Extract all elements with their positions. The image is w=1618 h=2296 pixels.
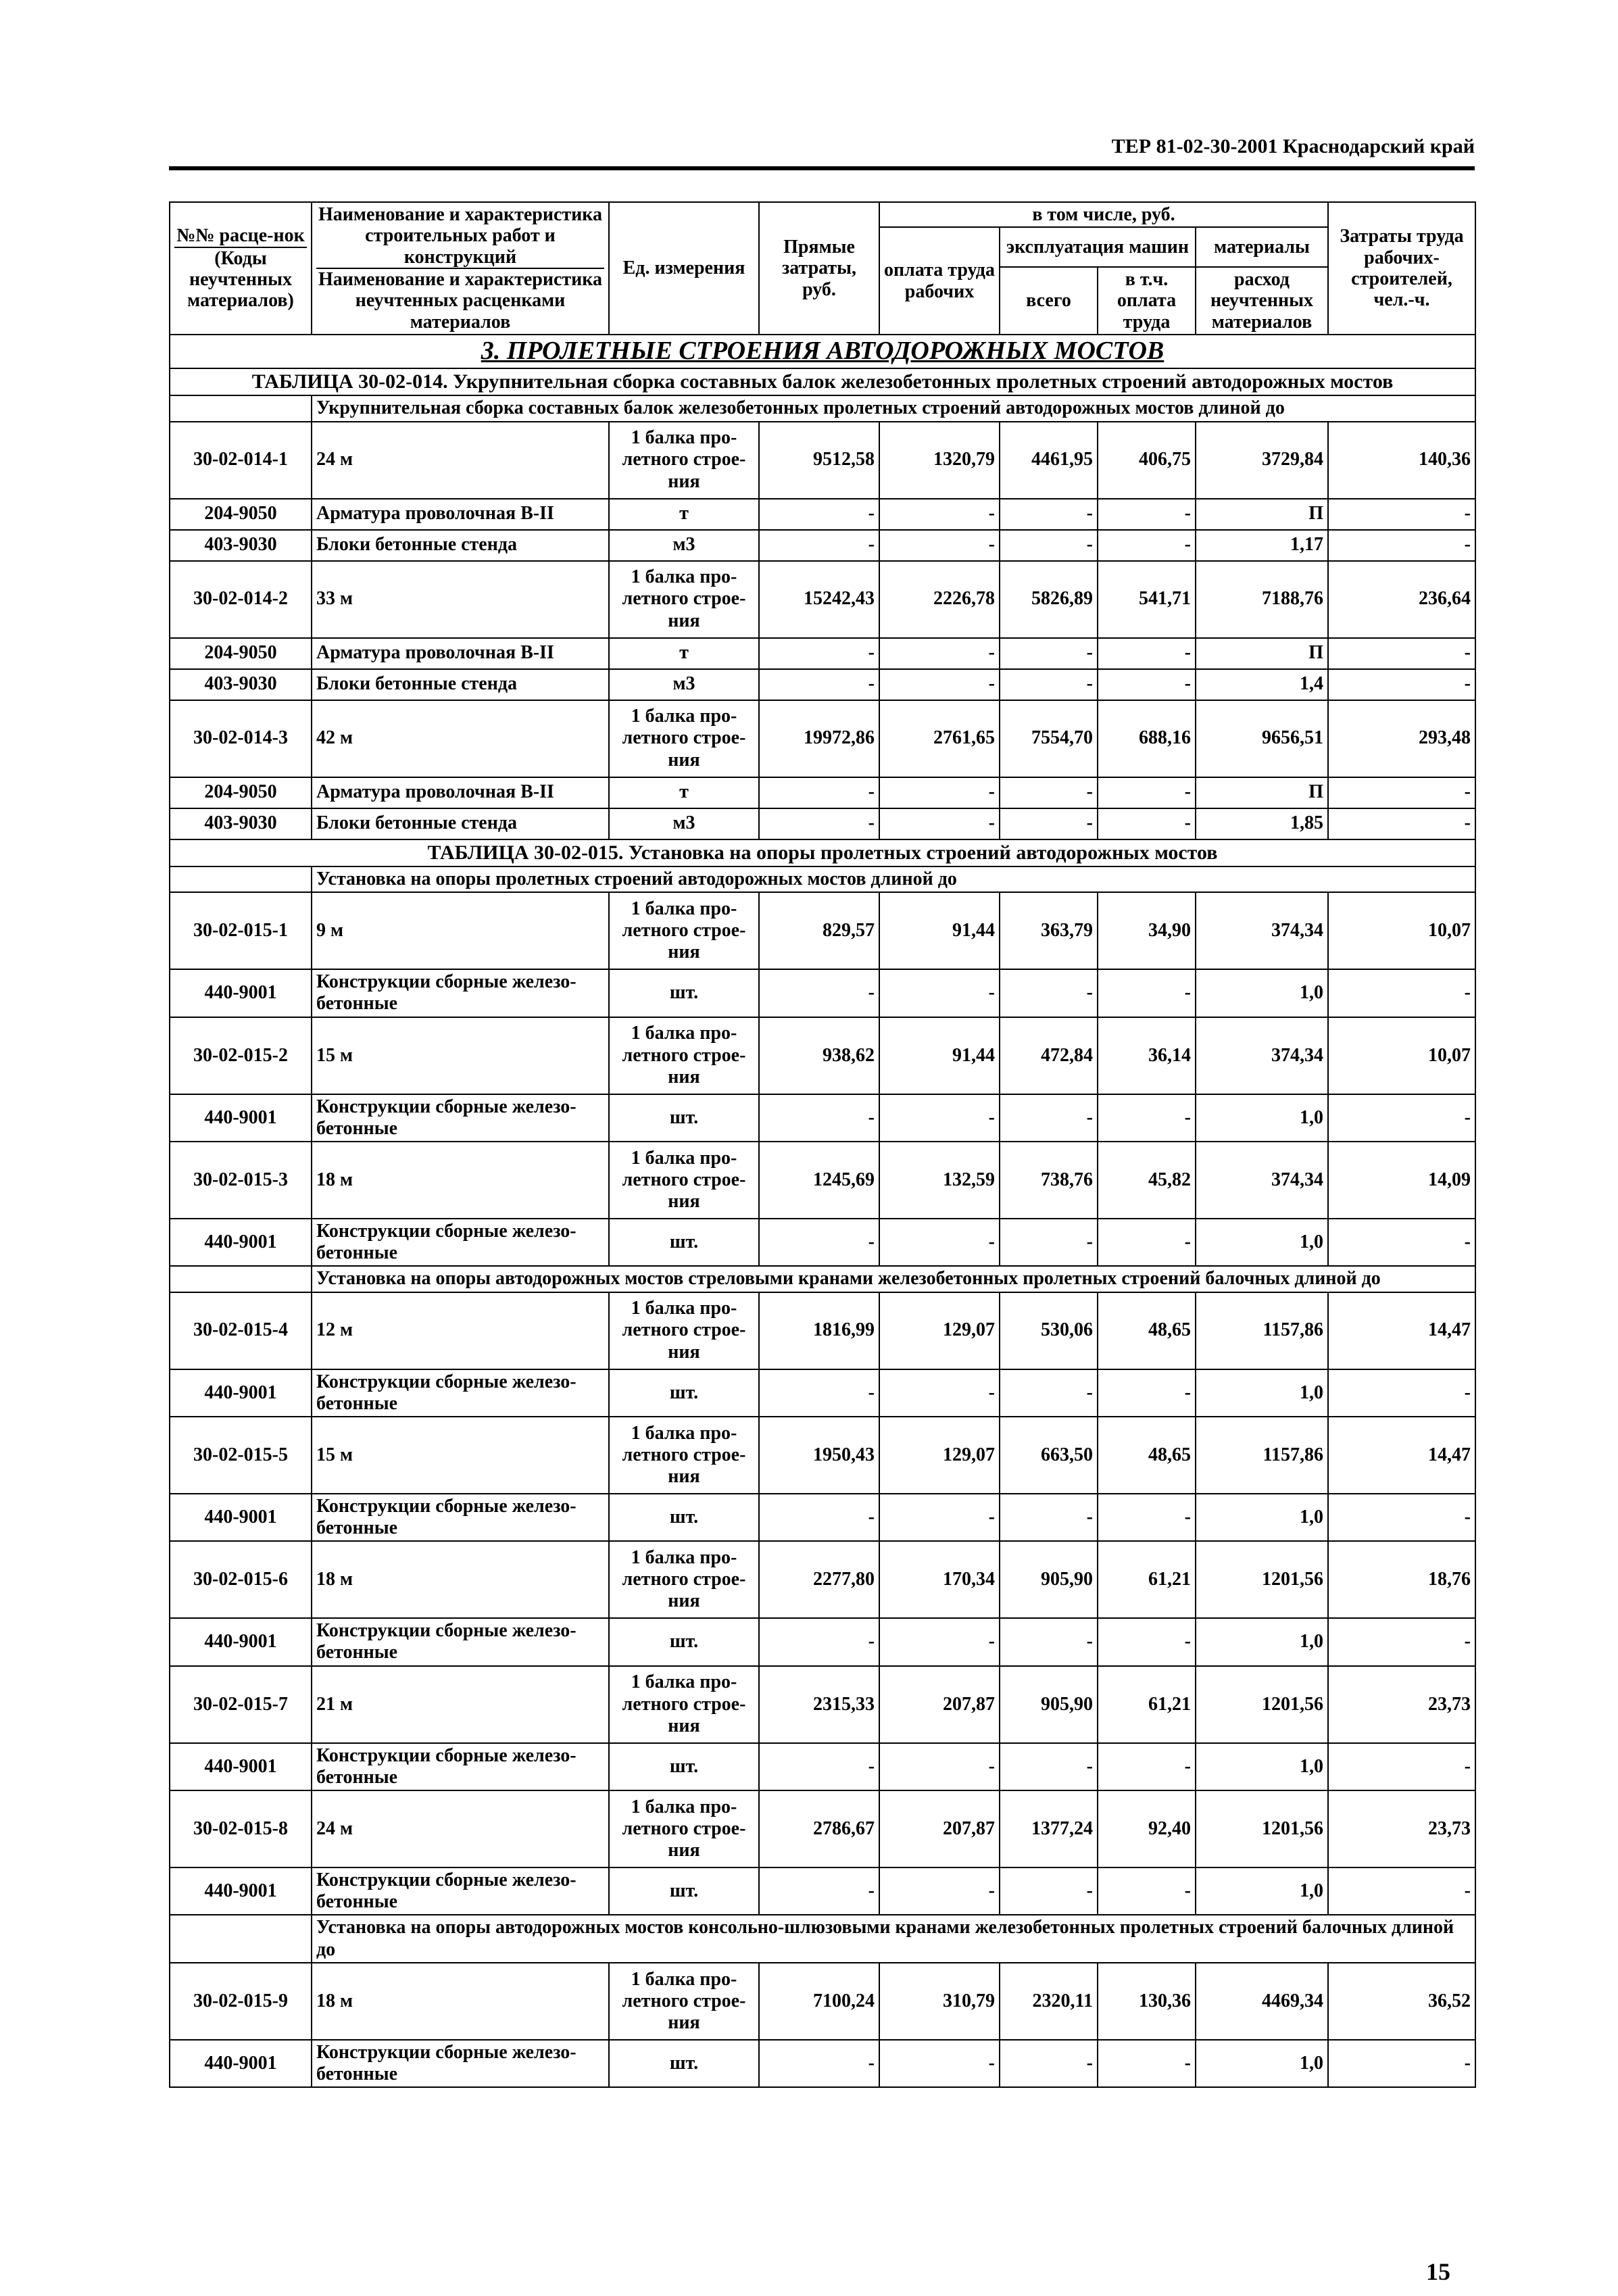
table-row: 204-9050 Арматура проволочная В-II т - - - - П - — [170, 638, 1475, 669]
table-row: 30-02-015-2 15 м 1 балка про-летного строе-ния 938,62 91,44 472,84 36,14 374,34 10,07 — [170, 1017, 1475, 1094]
table-row: 403-9030 Блоки бетонные стенда м3 - - - - 1,4 - — [170, 669, 1475, 700]
table-row: 440-9001 Конструкции сборные железо-бетонные шт. - - - - 1,0 - — [170, 1867, 1475, 1915]
col-machines-total-header: всего — [1000, 267, 1098, 335]
col-unit-header: Ед. измерения — [609, 202, 759, 335]
table-row: 440-9001 Конструкции сборные железо-бетонные шт. - - - - 1,0 - — [170, 969, 1475, 1017]
col-materials-sub-header: расход неучтенных материалов — [1196, 267, 1328, 335]
group-title: Установка на опоры автодорожных мостов стреловыми кранами железобетонных пролетных строений балочных длиной до — [312, 1266, 1475, 1292]
col-materials-header: материалы — [1196, 227, 1328, 267]
table-title: ТАБЛИЦА 30-02-015. Установка на опоры пролетных строений автодорожных мостов — [170, 839, 1475, 867]
table-row: 403-9030 Блоки бетонные стенда м3 - - - - 1,85 - — [170, 808, 1475, 839]
table-row: 30-02-015-7 21 м 1 балка про-летного строе-ния 2315,33 207,87 905,90 61,21 1201,56 23,73 — [170, 1666, 1475, 1743]
col-machines-pay-header: в т.ч. оплата труда — [1098, 267, 1196, 335]
table-row: 440-9001 Конструкции сборные железо-бетонные шт. - - - - 1,0 - — [170, 1219, 1475, 1266]
table-row: 30-02-015-5 15 м 1 балка про-летного строе-ния 1950,43 129,07 663,50 48,65 1157,86 14,47 — [170, 1417, 1475, 1494]
price-table — [169, 201, 1476, 2088]
table-row: 30-02-015-4 12 м 1 балка про-летного строе-ния 1816,99 129,07 530,06 48,65 1157,86 14,47 — [170, 1292, 1475, 1369]
table-row: 30-02-015-3 18 м 1 балка про-летного строе-ния 1245,69 132,59 738,76 45,82 374,34 14,09 — [170, 1142, 1475, 1219]
table-row: 30-02-015-9 18 м 1 балка про-летного строе-ния 7100,24 310,79 2320,11 130,36 4469,34 36,52 — [170, 1963, 1475, 2040]
table-row: 204-9050 Арматура проволочная В-II т - - - - П - — [170, 499, 1475, 530]
col-code-header: №№ расце-нок (Коды неучтенных материалов) — [170, 202, 312, 335]
col-labor-header: Затраты труда рабочих-строителей, чел.-ч. — [1328, 202, 1475, 335]
col-name-header: Наименование и характеристика строительных работ и конструкций Наименование и характеристика неучтенных расценками материалов — [312, 202, 609, 335]
group-title: Укрупнительная сборка составных балок железобетонных пролетных строений автодорожных мостов длиной до — [312, 395, 1475, 421]
table-row: 30-02-014-2 33 м 1 балка про-летного строе-ния 15242,43 2226,78 5826,89 541,71 7188,76 236,64 — [170, 561, 1475, 638]
table-row: 440-9001 Конструкции сборные железо-бетонные шт. - - - - 1,0 - — [170, 1094, 1475, 1142]
table-row: 30-02-015-1 9 м 1 балка про-летного строе-ния 829,57 91,44 363,79 34,90 374,34 10,07 — [170, 892, 1475, 969]
table-row: 30-02-015-6 18 м 1 балка про-летного строе-ния 2277,80 170,34 905,90 61,21 1201,56 18,76 — [170, 1541, 1475, 1618]
table-row: 440-9001 Конструкции сборные железо-бетонные шт. - - - - 1,0 - — [170, 1369, 1475, 1417]
table-row: 30-02-014-3 42 м 1 балка про-летного строе-ния 19972,86 2761,65 7554,70 688,16 9656,51 293,48 — [170, 700, 1475, 777]
table-row: 403-9030 Блоки бетонные стенда м3 - - - - 1,17 - — [170, 530, 1475, 561]
group-title: Установка на опоры пролетных строений автодорожных мостов длиной до — [312, 866, 1475, 892]
document-reference: ТЕР 81-02-30-2001 Краснодарский край — [1111, 135, 1475, 157]
page-header — [169, 132, 1475, 170]
col-labor-pay-header: оплата труда рабочих — [879, 227, 1000, 335]
section-title: 3. ПРОЛЕТНЫЕ СТРОЕНИЯ АВТОДОРОЖНЫХ МОСТОВ — [170, 335, 1475, 368]
table-row: 440-9001 Конструкции сборные железо-бетонные шт. - - - - 1,0 - — [170, 1618, 1475, 1665]
table-row: 30-02-014-1 24 м 1 балка про-летного строе-ния 9512,58 1320,79 4461,95 406,75 3729,84 140,36 — [170, 422, 1475, 499]
table-row: 204-9050 Арматура проволочная В-II т - - - - П - — [170, 777, 1475, 808]
table-title: ТАБЛИЦА 30-02-014. Укрупнительная сборка составных балок железобетонных пролетных строений автодорожных мостов — [170, 368, 1475, 396]
table-row: 440-9001 Конструкции сборные железо-бетонные шт. - - - - 1,0 - — [170, 2040, 1475, 2087]
group-title: Установка на опоры автодорожных мостов консольно-шлюзовыми кранами железобетонных пролетных строений балочных длиной до — [312, 1915, 1475, 1962]
col-direct-header: Прямые затраты, руб. — [759, 202, 879, 335]
col-incl-header: в том числе, руб. — [879, 202, 1328, 227]
col-machines-header: эксплуатация машин — [1000, 227, 1196, 267]
table-row: 440-9001 Конструкции сборные железо-бетонные шт. - - - - 1,0 - — [170, 1743, 1475, 1790]
page-number: 15 — [1426, 2258, 1450, 2285]
table-row: 440-9001 Конструкции сборные железо-бетонные шт. - - - - 1,0 - — [170, 1494, 1475, 1541]
table-row: 30-02-015-8 24 м 1 балка про-летного строе-ния 2786,67 207,87 1377,24 92,40 1201,56 23,73 — [170, 1790, 1475, 1867]
